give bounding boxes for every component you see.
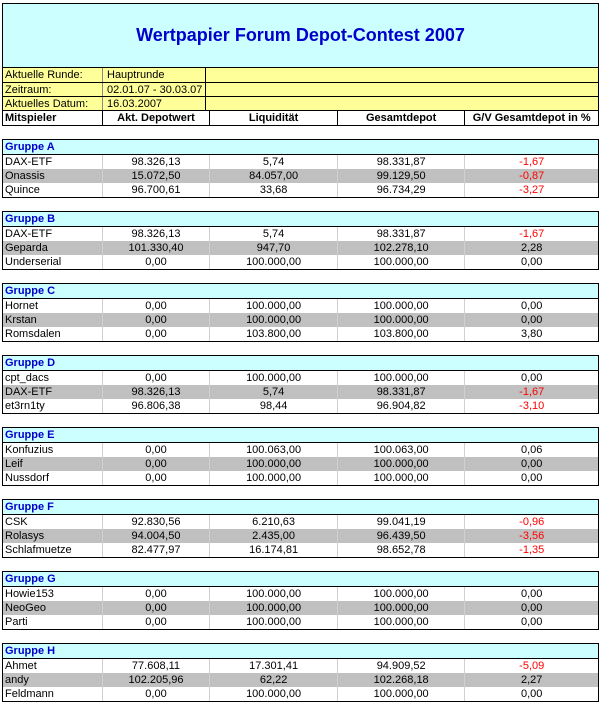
gain-loss: -1,35 — [519, 544, 545, 556]
liquidity: 100.000,00 — [210, 255, 338, 269]
table-row — [3, 587, 598, 601]
table-row — [3, 601, 598, 615]
table-row — [3, 659, 598, 673]
group-title: Gruppe A — [3, 139, 598, 155]
table-row — [3, 327, 598, 341]
gain-loss: -3,10 — [519, 400, 545, 412]
group-title: Gruppe E — [3, 427, 598, 443]
player-name: Nussdorf — [3, 471, 103, 485]
total-depot: 98.331,87 — [338, 155, 466, 169]
total-depot: 99.129,50 — [338, 169, 466, 183]
group-title: Gruppe D — [3, 355, 598, 371]
liquidity: 98,44 — [210, 399, 338, 413]
total-depot: 96.734,29 — [338, 183, 466, 197]
depot-value: 0,00 — [103, 327, 211, 341]
gain-loss: 0,00 — [521, 688, 543, 700]
depot-value: 15.072,50 — [103, 169, 211, 183]
gain-loss: -3,56 — [519, 530, 545, 542]
liquidity: 100.000,00 — [210, 587, 338, 601]
table-row — [3, 371, 598, 385]
group-a — [2, 139, 599, 198]
page-title: Wertpapier Forum Depot-Contest 2007 — [136, 25, 465, 45]
total-depot: 98.652,78 — [338, 543, 466, 557]
header-player: Mitspieler — [3, 111, 103, 125]
player-name: Onassis — [3, 169, 103, 183]
player-name: Feldmann — [3, 687, 103, 701]
spreadsheet — [2, 3, 599, 702]
depot-value: 0,00 — [103, 687, 211, 701]
depot-value: 98.326,13 — [103, 155, 211, 169]
info-label: Zeitraum: — [3, 83, 103, 96]
table-row — [3, 515, 598, 529]
liquidity: 84.057,00 — [210, 169, 338, 183]
total-depot: 100.000,00 — [338, 371, 466, 385]
liquidity: 100.000,00 — [210, 299, 338, 313]
total-depot: 96.439,50 — [338, 529, 466, 543]
gain-loss: -1,67 — [519, 156, 545, 168]
player-name: Romsdalen — [3, 327, 103, 341]
info-value: 16.03.2007 — [103, 97, 206, 110]
total-depot: 102.278,10 — [338, 241, 466, 255]
player-name: DAX-ETF — [3, 155, 103, 169]
player-name: Hornet — [3, 299, 103, 313]
depot-value: 0,00 — [103, 587, 211, 601]
group-g — [2, 571, 599, 630]
table-row — [3, 241, 598, 255]
liquidity: 947,70 — [210, 241, 338, 255]
liquidity: 16.174,81 — [210, 543, 338, 557]
info-label: Aktuelle Runde: — [3, 68, 103, 82]
liquidity: 103.800,00 — [210, 327, 338, 341]
total-depot: 100.000,00 — [338, 313, 466, 327]
player-name: CSK — [3, 515, 103, 529]
table-row — [3, 529, 598, 543]
player-name: Quince — [3, 183, 103, 197]
liquidity: 6.210,63 — [210, 515, 338, 529]
total-depot: 103.800,00 — [338, 327, 466, 341]
player-name: cpt_dacs — [3, 371, 103, 385]
group-b — [2, 211, 599, 270]
liquidity: 100.063,00 — [210, 443, 338, 457]
gain-loss: 0,00 — [521, 616, 543, 628]
total-depot: 100.000,00 — [338, 587, 466, 601]
total-depot: 100.000,00 — [338, 471, 466, 485]
table-row — [3, 299, 598, 313]
table-row — [3, 385, 598, 399]
table-row — [3, 155, 598, 169]
liquidity: 2.435,00 — [210, 529, 338, 543]
table-row — [3, 471, 598, 485]
gain-loss: 0,00 — [521, 588, 543, 600]
liquidity: 100.000,00 — [210, 615, 338, 629]
depot-value: 0,00 — [103, 313, 211, 327]
info-row-period — [3, 83, 598, 97]
group-f — [2, 499, 599, 558]
group-title: Gruppe G — [3, 571, 598, 587]
player-name: Rolasys — [3, 529, 103, 543]
header-depot-value: Akt. Depotwert — [103, 111, 211, 125]
depot-value: 82.477,97 — [103, 543, 211, 557]
depot-value: 77.608,11 — [103, 659, 211, 673]
gain-loss: 2,28 — [521, 242, 543, 254]
gain-loss: 0,00 — [521, 314, 543, 326]
table-row — [3, 313, 598, 327]
depot-value: 92.830,56 — [103, 515, 211, 529]
table-row — [3, 227, 598, 241]
total-depot: 96.904,82 — [338, 399, 466, 413]
total-depot: 98.331,87 — [338, 385, 466, 399]
depot-value: 0,00 — [103, 471, 211, 485]
gain-loss: 3,80 — [521, 328, 543, 340]
depot-value: 96.806,38 — [103, 399, 211, 413]
info-label: Aktuelles Datum: — [3, 97, 103, 110]
gain-loss: -1,67 — [519, 386, 545, 398]
player-name: Howie153 — [3, 587, 103, 601]
gain-loss: 0,00 — [521, 602, 543, 614]
depot-value: 96.700,61 — [103, 183, 211, 197]
table-row — [3, 457, 598, 471]
player-name: Ahmet — [3, 659, 103, 673]
gain-loss: 0,00 — [521, 472, 543, 484]
total-depot: 100.000,00 — [338, 255, 466, 269]
info-row-date — [3, 97, 598, 111]
total-depot: 98.331,87 — [338, 227, 466, 241]
liquidity: 5,74 — [210, 227, 338, 241]
depot-value: 101.330,40 — [103, 241, 211, 255]
header-total-depot: Gesamtdepot — [338, 111, 466, 125]
gain-loss: 0,00 — [521, 372, 543, 384]
liquidity: 100.000,00 — [210, 457, 338, 471]
gain-loss: 0,00 — [521, 458, 543, 470]
liquidity: 100.000,00 — [210, 371, 338, 385]
player-name: andy — [3, 673, 103, 687]
player-name: DAX-ETF — [3, 227, 103, 241]
gain-loss: 0,06 — [521, 444, 543, 456]
groups-container — [2, 139, 599, 702]
player-name: Leif — [3, 457, 103, 471]
title-banner — [2, 3, 599, 68]
depot-value: 0,00 — [103, 601, 211, 615]
total-depot: 100.000,00 — [338, 457, 466, 471]
liquidity: 5,74 — [210, 385, 338, 399]
liquidity: 100.000,00 — [210, 601, 338, 615]
liquidity: 33,68 — [210, 183, 338, 197]
group-e — [2, 427, 599, 486]
group-title: Gruppe C — [3, 283, 598, 299]
group-h — [2, 643, 599, 702]
info-panel — [2, 68, 599, 111]
depot-value: 0,00 — [103, 443, 211, 457]
gain-loss: -1,67 — [519, 228, 545, 240]
liquidity: 17.301,41 — [210, 659, 338, 673]
player-name: Underserial — [3, 255, 103, 269]
liquidity: 100.000,00 — [210, 687, 338, 701]
liquidity: 62,22 — [210, 673, 338, 687]
header-gain-loss: G/V Gesamtdepot in % — [472, 112, 591, 124]
depot-value: 98.326,13 — [103, 227, 211, 241]
gain-loss: -0,96 — [519, 516, 545, 528]
depot-value: 94.004,50 — [103, 529, 211, 543]
gain-loss: -5,09 — [519, 660, 545, 672]
depot-value: 98.326,13 — [103, 385, 211, 399]
total-depot: 94.909,52 — [338, 659, 466, 673]
group-title: Gruppe H — [3, 643, 598, 659]
info-value: 02.01.07 - 30.03.07 — [103, 83, 206, 96]
table-row — [3, 543, 598, 557]
group-c — [2, 283, 599, 342]
depot-value: 0,00 — [103, 615, 211, 629]
total-depot: 100.000,00 — [338, 687, 466, 701]
player-name: Schlafmuetze — [3, 543, 103, 557]
total-depot: 100.000,00 — [338, 615, 466, 629]
table-row — [3, 673, 598, 687]
player-name: DAX-ETF — [3, 385, 103, 399]
info-value: Hauptrunde — [103, 68, 206, 82]
liquidity: 100.000,00 — [210, 313, 338, 327]
gain-loss: 2,27 — [521, 674, 543, 686]
table-row — [3, 687, 598, 701]
depot-value: 102.205,96 — [103, 673, 211, 687]
depot-value: 0,00 — [103, 371, 211, 385]
depot-value: 0,00 — [103, 299, 211, 313]
depot-value: 0,00 — [103, 457, 211, 471]
info-row-round — [3, 68, 598, 83]
table-row — [3, 443, 598, 457]
player-name: Geparda — [3, 241, 103, 255]
player-name: Krstan — [3, 313, 103, 327]
gain-loss: -3,27 — [519, 184, 545, 196]
total-depot: 99.041,19 — [338, 515, 466, 529]
total-depot: 102.268,18 — [338, 673, 466, 687]
total-depot: 100.063,00 — [338, 443, 466, 457]
player-name: Konfuzius — [3, 443, 103, 457]
total-depot: 100.000,00 — [338, 299, 466, 313]
liquidity: 100.000,00 — [210, 471, 338, 485]
group-d — [2, 355, 599, 414]
group-title: Gruppe F — [3, 499, 598, 515]
group-title: Gruppe B — [3, 211, 598, 227]
table-row — [3, 255, 598, 269]
table-row — [3, 399, 598, 413]
player-name: NeoGeo — [3, 601, 103, 615]
player-name: et3rn1ty — [3, 399, 103, 413]
table-header — [2, 111, 599, 126]
gain-loss: 0,00 — [521, 256, 543, 268]
table-row — [3, 615, 598, 629]
gain-loss: -0,87 — [519, 170, 545, 182]
table-row — [3, 183, 598, 197]
total-depot: 100.000,00 — [338, 601, 466, 615]
gain-loss: 0,00 — [521, 300, 543, 312]
header-liquidity: Liquidität — [210, 111, 338, 125]
depot-value: 0,00 — [103, 255, 211, 269]
table-row — [3, 169, 598, 183]
player-name: Parti — [3, 615, 103, 629]
liquidity: 5,74 — [210, 155, 338, 169]
